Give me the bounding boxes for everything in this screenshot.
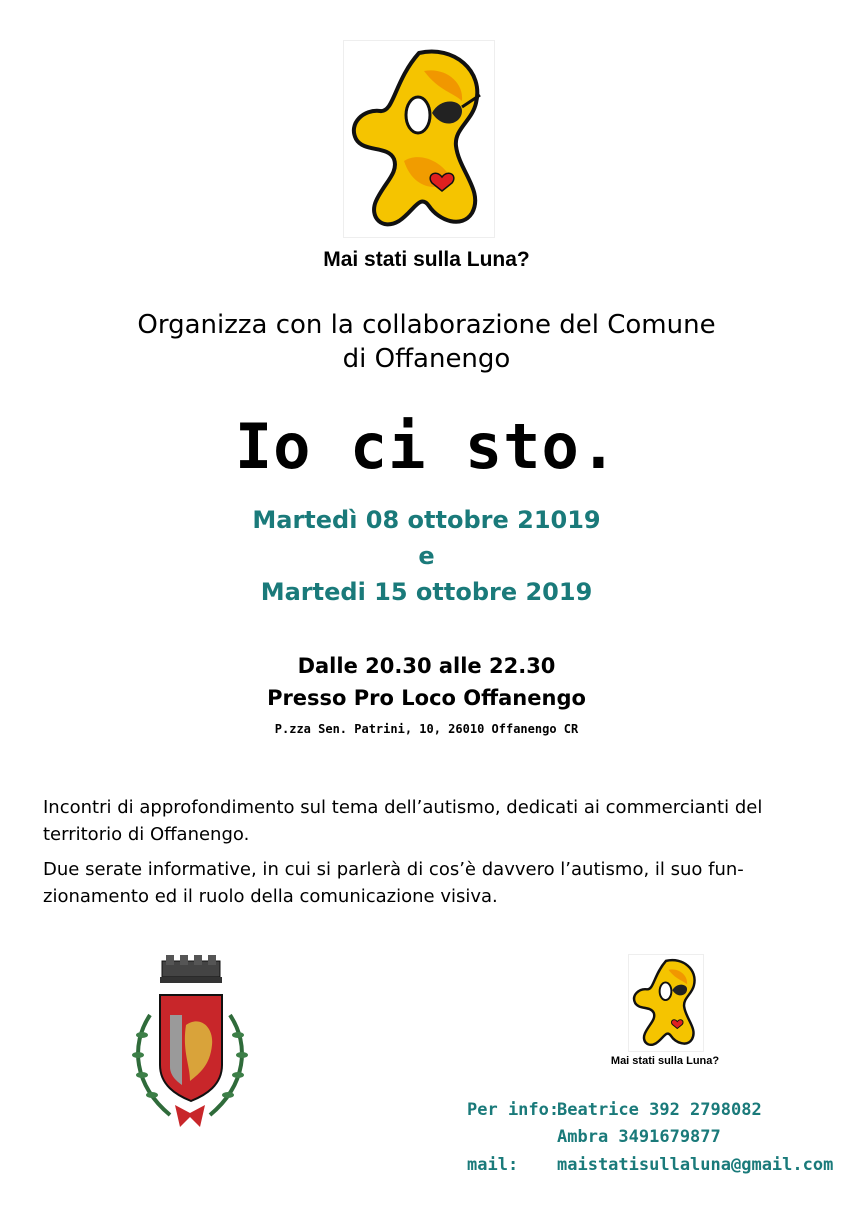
info-label: Per info: [467, 1100, 560, 1120]
mascot-logo [343, 40, 495, 238]
venue-name: Presso Pro Loco Offanengo [267, 686, 586, 710]
venue-address: P.zza Sen. Patrini, 10, 26010 Offanengo CR [274, 722, 579, 736]
event-title: Io ci sto. [234, 410, 619, 483]
description-paragraph-2: Due serate informative, in cui si parlerà di cos’è davvero l’autismo, il suo fun-zionamento ed il ruolo della comunicazione visiva. [43, 859, 744, 907]
contact-person-2: Ambra 3491679877 [557, 1127, 721, 1147]
description-paragraph-1: Incontri di approfondimento sul tema dell’autismo, dedicati ai commercianti del territorio di Offanengo. [43, 797, 763, 845]
organization-name: Mai stati sulla Luna? [323, 248, 530, 271]
contact-email[interactable]: maistatisullaluna@gmail.com [557, 1155, 834, 1175]
date-separator: e [418, 542, 435, 570]
intro-text [0, 308, 853, 376]
event-date-2: Martedi 15 ottobre 2019 [260, 578, 593, 606]
contact-person-1: Beatrice 392 2798082 [557, 1100, 762, 1120]
event-time: Dalle 20.30 alle 22.30 [297, 654, 556, 678]
mascot-logo-small [628, 954, 704, 1052]
intro-line-1: Organizza con la collaborazione del Comune [137, 310, 716, 340]
mail-label: mail: [467, 1155, 519, 1175]
contact-row-1 [0, 1100, 853, 1124]
organization-name-small: Mai stati sulla Luna? [610, 1055, 720, 1067]
contact-row-2 [0, 1127, 853, 1151]
intro-line-2: di Offanengo [342, 344, 511, 374]
event-date-1: Martedì 08 ottobre 21019 [252, 506, 601, 534]
contact-row-3 [0, 1155, 853, 1179]
